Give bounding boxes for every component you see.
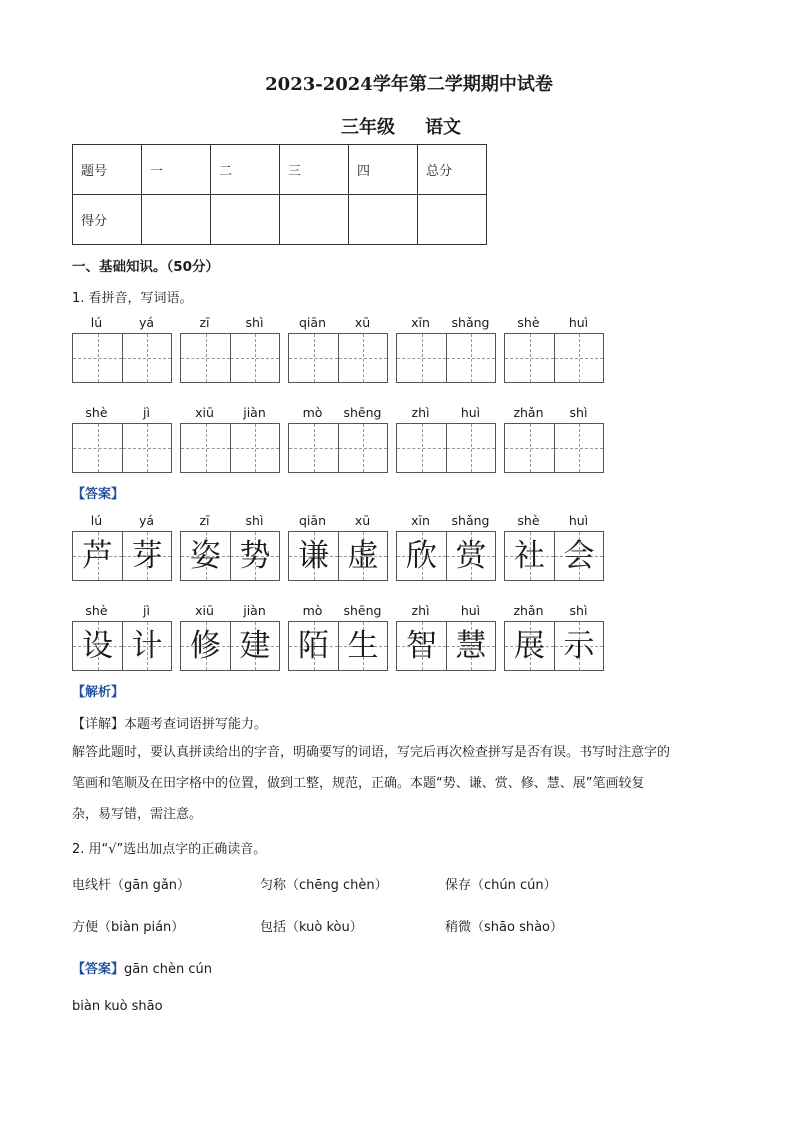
score-input-cell[interactable] (349, 195, 418, 245)
tianzige-cell (505, 532, 554, 580)
word-group (396, 603, 496, 683)
tianzige-pair (288, 423, 388, 473)
tianzige-pair (180, 423, 280, 473)
pinyin-label: xiū (195, 603, 214, 618)
tianzige-pair (72, 423, 172, 473)
pinyin-label: xīn (411, 315, 430, 330)
answer-character: 生 (347, 627, 379, 664)
word-group (180, 603, 280, 683)
pronunciation-item: 匀称（chēng chèn） (260, 878, 388, 893)
answer-character: 社 (514, 537, 545, 574)
word-group (288, 603, 388, 683)
detail-line (72, 713, 267, 732)
pronunciation-item: 包括（kuò kòu） (260, 920, 363, 935)
score-cell: 三 (280, 145, 349, 195)
tianzige-cell (397, 622, 446, 670)
pinyin-label: yá (138, 315, 155, 330)
answer-character: 会 (563, 537, 595, 574)
exam-subtitle (4, 113, 794, 139)
pinyin-label: huì (460, 405, 481, 420)
score-cell: 题号 (73, 145, 142, 195)
tianzige-pair (504, 531, 604, 581)
tianzige-cell (338, 532, 387, 580)
tianzige-blank-cell[interactable] (397, 424, 446, 472)
tianzige-cell (289, 622, 338, 670)
word-group (72, 315, 172, 395)
pinyin-label: shè (85, 603, 108, 618)
tianzige-cell (289, 532, 338, 580)
pronunciation-item: 方便（biàn pián） (72, 920, 185, 935)
score-input-cell[interactable] (280, 195, 349, 245)
tianzige-cell (397, 532, 446, 580)
section-heading: 一、基础知识。（50分） (72, 259, 220, 275)
tianzige-blank-cell[interactable] (181, 334, 230, 382)
word-group (180, 315, 280, 395)
explanation-line: 解答此题时，要认真拼读给出的字音，明确要写的词语，写完后再次检查拼写是否有误。书写时注意字的 (72, 745, 671, 760)
tianzige-cell (505, 622, 554, 670)
word-group (504, 513, 604, 593)
score-input-cell[interactable] (211, 195, 280, 245)
answer-character: 智 (406, 627, 437, 664)
answer-character: 陌 (298, 627, 329, 664)
answer-grid-row (72, 513, 612, 593)
answer-character: 计 (131, 627, 163, 664)
pinyin-label: xīn (411, 513, 430, 528)
tianzige-blank-cell[interactable] (122, 424, 171, 472)
pinyin-label: zhì (411, 603, 430, 618)
score-cell: 总分 (418, 145, 487, 195)
answer-character: 虚 (347, 537, 379, 574)
word-group (180, 405, 280, 485)
pinyin-label: shì (569, 603, 588, 618)
tianzige-cell (446, 532, 495, 580)
pinyin-label: shè (85, 405, 108, 420)
tianzige-blank-cell[interactable] (230, 334, 279, 382)
pinyin-label: yá (138, 513, 155, 528)
tianzige-cell (122, 532, 171, 580)
answer-character: 谦 (298, 537, 329, 574)
tianzige-cell (554, 532, 603, 580)
word-group (504, 315, 604, 395)
analysis-label: 【解析】 (72, 685, 125, 700)
pinyin-label: zhì (411, 405, 430, 420)
tianzige-pair (72, 333, 172, 383)
answer-character: 芦 (82, 537, 113, 574)
score-cell: 一 (142, 145, 211, 195)
pinyin-label: lú (90, 513, 103, 528)
word-group (396, 315, 496, 395)
score-input-cell[interactable] (418, 195, 487, 245)
pinyin-label: shì (245, 315, 264, 330)
tianzige-cell (554, 622, 603, 670)
pronunciation-item: 保存（chún cún） (445, 878, 557, 893)
tianzige-blank-cell[interactable] (181, 424, 230, 472)
question-2-prompt: 2. 用“√”选出加点字的正确读音。 (72, 842, 267, 857)
answer-character: 姿 (190, 537, 221, 574)
detail-label: 【详解】 (72, 717, 125, 732)
tianzige-pair (288, 531, 388, 581)
tianzige-blank-cell[interactable] (554, 334, 603, 382)
answer-character: 修 (190, 627, 221, 664)
pinyin-label: shēng (343, 405, 382, 420)
tianzige-blank-cell[interactable] (505, 424, 554, 472)
word-group (72, 603, 172, 683)
word-group (72, 513, 172, 593)
pronunciation-item: 稍微（shāo shào） (445, 920, 563, 935)
pinyin-label: zī (199, 513, 210, 528)
tianzige-cell (122, 622, 171, 670)
pinyin-label: zī (199, 315, 210, 330)
tianzige-blank-cell[interactable] (338, 424, 387, 472)
tianzige-cell (181, 532, 230, 580)
score-table (72, 144, 487, 245)
pinyin-label: huì (568, 315, 589, 330)
tianzige-pair (288, 621, 388, 671)
answer-label: 【答案】 (72, 487, 125, 502)
pinyin-label: lú (90, 315, 103, 330)
pinyin-label: shè (517, 315, 540, 330)
subject-label: 语文 (425, 117, 461, 138)
pinyin-label: shǎng (451, 513, 490, 528)
pinyin-label: shǎng (451, 315, 490, 330)
pinyin-label: xiū (195, 405, 214, 420)
pinyin-label: huì (460, 603, 481, 618)
score-input-cell[interactable] (142, 195, 211, 245)
word-group (180, 513, 280, 593)
pinyin-label: huì (568, 513, 589, 528)
answer-character: 欣 (406, 537, 437, 574)
tianzige-pair (180, 621, 280, 671)
answer-grid-row (72, 603, 612, 683)
pinyin-label: shēng (343, 603, 382, 618)
answer-character: 示 (563, 627, 595, 664)
word-group (288, 405, 388, 485)
score-table-score-row (73, 195, 487, 245)
tianzige-pair (396, 423, 496, 473)
word-group (396, 513, 496, 593)
tianzige-cell (446, 622, 495, 670)
pinyin-label: shì (569, 405, 588, 420)
pinyin-label: jì (143, 405, 150, 420)
answer-label: 【答案】 (72, 962, 125, 977)
tianzige-blank-cell[interactable] (289, 334, 338, 382)
tianzige-pair (396, 333, 496, 383)
pronunciation-item: 电线杆（gān gǎn） (72, 878, 191, 893)
explanation-paragraph (72, 737, 732, 830)
word-group (396, 405, 496, 485)
explanation-line: 杂，易写错，需注意。 (72, 807, 203, 822)
tianzige-blank-cell[interactable] (505, 334, 554, 382)
tianzige-cell (338, 622, 387, 670)
tianzige-pair (180, 333, 280, 383)
tianzige-pair (396, 531, 496, 581)
tianzige-blank-cell[interactable] (554, 424, 603, 472)
tianzige-pair (72, 621, 172, 671)
tianzige-blank-cell[interactable] (122, 334, 171, 382)
answer-character: 芽 (131, 537, 163, 574)
detail-text: 本题考查词语拼写能力。 (124, 717, 268, 732)
tianzige-pair (396, 621, 496, 671)
score-cell: 四 (349, 145, 418, 195)
pinyin-label: qiān (299, 315, 326, 330)
pinyin-label: xū (354, 315, 371, 330)
tianzige-blank-cell[interactable] (446, 334, 495, 382)
tianzige-blank-cell[interactable] (73, 424, 122, 472)
q2-answer-line (72, 958, 212, 977)
q2-answer-text: gān chèn cún (124, 962, 212, 977)
score-cell: 二 (211, 145, 280, 195)
pinyin-label: shè (517, 513, 540, 528)
tianzige-blank-cell[interactable] (446, 424, 495, 472)
word-group (72, 405, 172, 485)
answer-character: 慧 (455, 627, 487, 664)
tianzige-pair (288, 333, 388, 383)
grade-label: 三年级 (341, 117, 395, 138)
tianzige-cell (73, 622, 122, 670)
pinyin-label: jiàn (243, 603, 266, 618)
pinyin-label: qiān (299, 513, 326, 528)
explanation-line: 笔画和笔顺及在田字格中的位置，做到工整，规范，正确。本题“势、谦、赏、修、慧、展”笔画较复 (72, 776, 645, 791)
tianzige-blank-cell[interactable] (289, 424, 338, 472)
word-group (504, 405, 604, 485)
tianzige-cell (230, 622, 279, 670)
tianzige-blank-cell[interactable] (397, 334, 446, 382)
pinyin-label: xū (354, 513, 371, 528)
pinyin-label: mò (302, 405, 323, 420)
tianzige-pair (72, 531, 172, 581)
word-group (288, 513, 388, 593)
tianzige-blank-cell[interactable] (230, 424, 279, 472)
answer-character: 展 (514, 627, 545, 664)
pinyin-label: jì (143, 603, 150, 618)
writing-grid-row (72, 405, 612, 485)
q2-answer-line: biàn kuò shāo (72, 999, 163, 1014)
tianzige-pair (504, 423, 604, 473)
pinyin-label: zhǎn (513, 603, 544, 618)
question-1-prompt: 1. 看拼音，写词语。 (72, 291, 193, 306)
word-group (504, 603, 604, 683)
tianzige-cell (181, 622, 230, 670)
word-group (288, 315, 388, 395)
tianzige-pair (180, 531, 280, 581)
pinyin-label: jiàn (243, 405, 266, 420)
answer-character: 赏 (455, 537, 487, 574)
tianzige-cell (73, 532, 122, 580)
tianzige-pair (504, 621, 604, 671)
score-table-header-row (73, 145, 487, 195)
pinyin-label: shì (245, 513, 264, 528)
exam-title: 2023-2024学年第二学期期中试卷 (265, 74, 553, 95)
tianzige-pair (504, 333, 604, 383)
tianzige-blank-cell[interactable] (338, 334, 387, 382)
pinyin-label: mò (302, 603, 323, 618)
score-cell: 得分 (73, 195, 142, 245)
tianzige-cell (230, 532, 279, 580)
answer-character: 势 (239, 537, 271, 574)
writing-grid-row (72, 315, 612, 395)
answer-character: 设 (82, 627, 113, 664)
pinyin-label: zhǎn (513, 405, 544, 420)
answer-character: 建 (239, 627, 271, 664)
tianzige-blank-cell[interactable] (73, 334, 122, 382)
